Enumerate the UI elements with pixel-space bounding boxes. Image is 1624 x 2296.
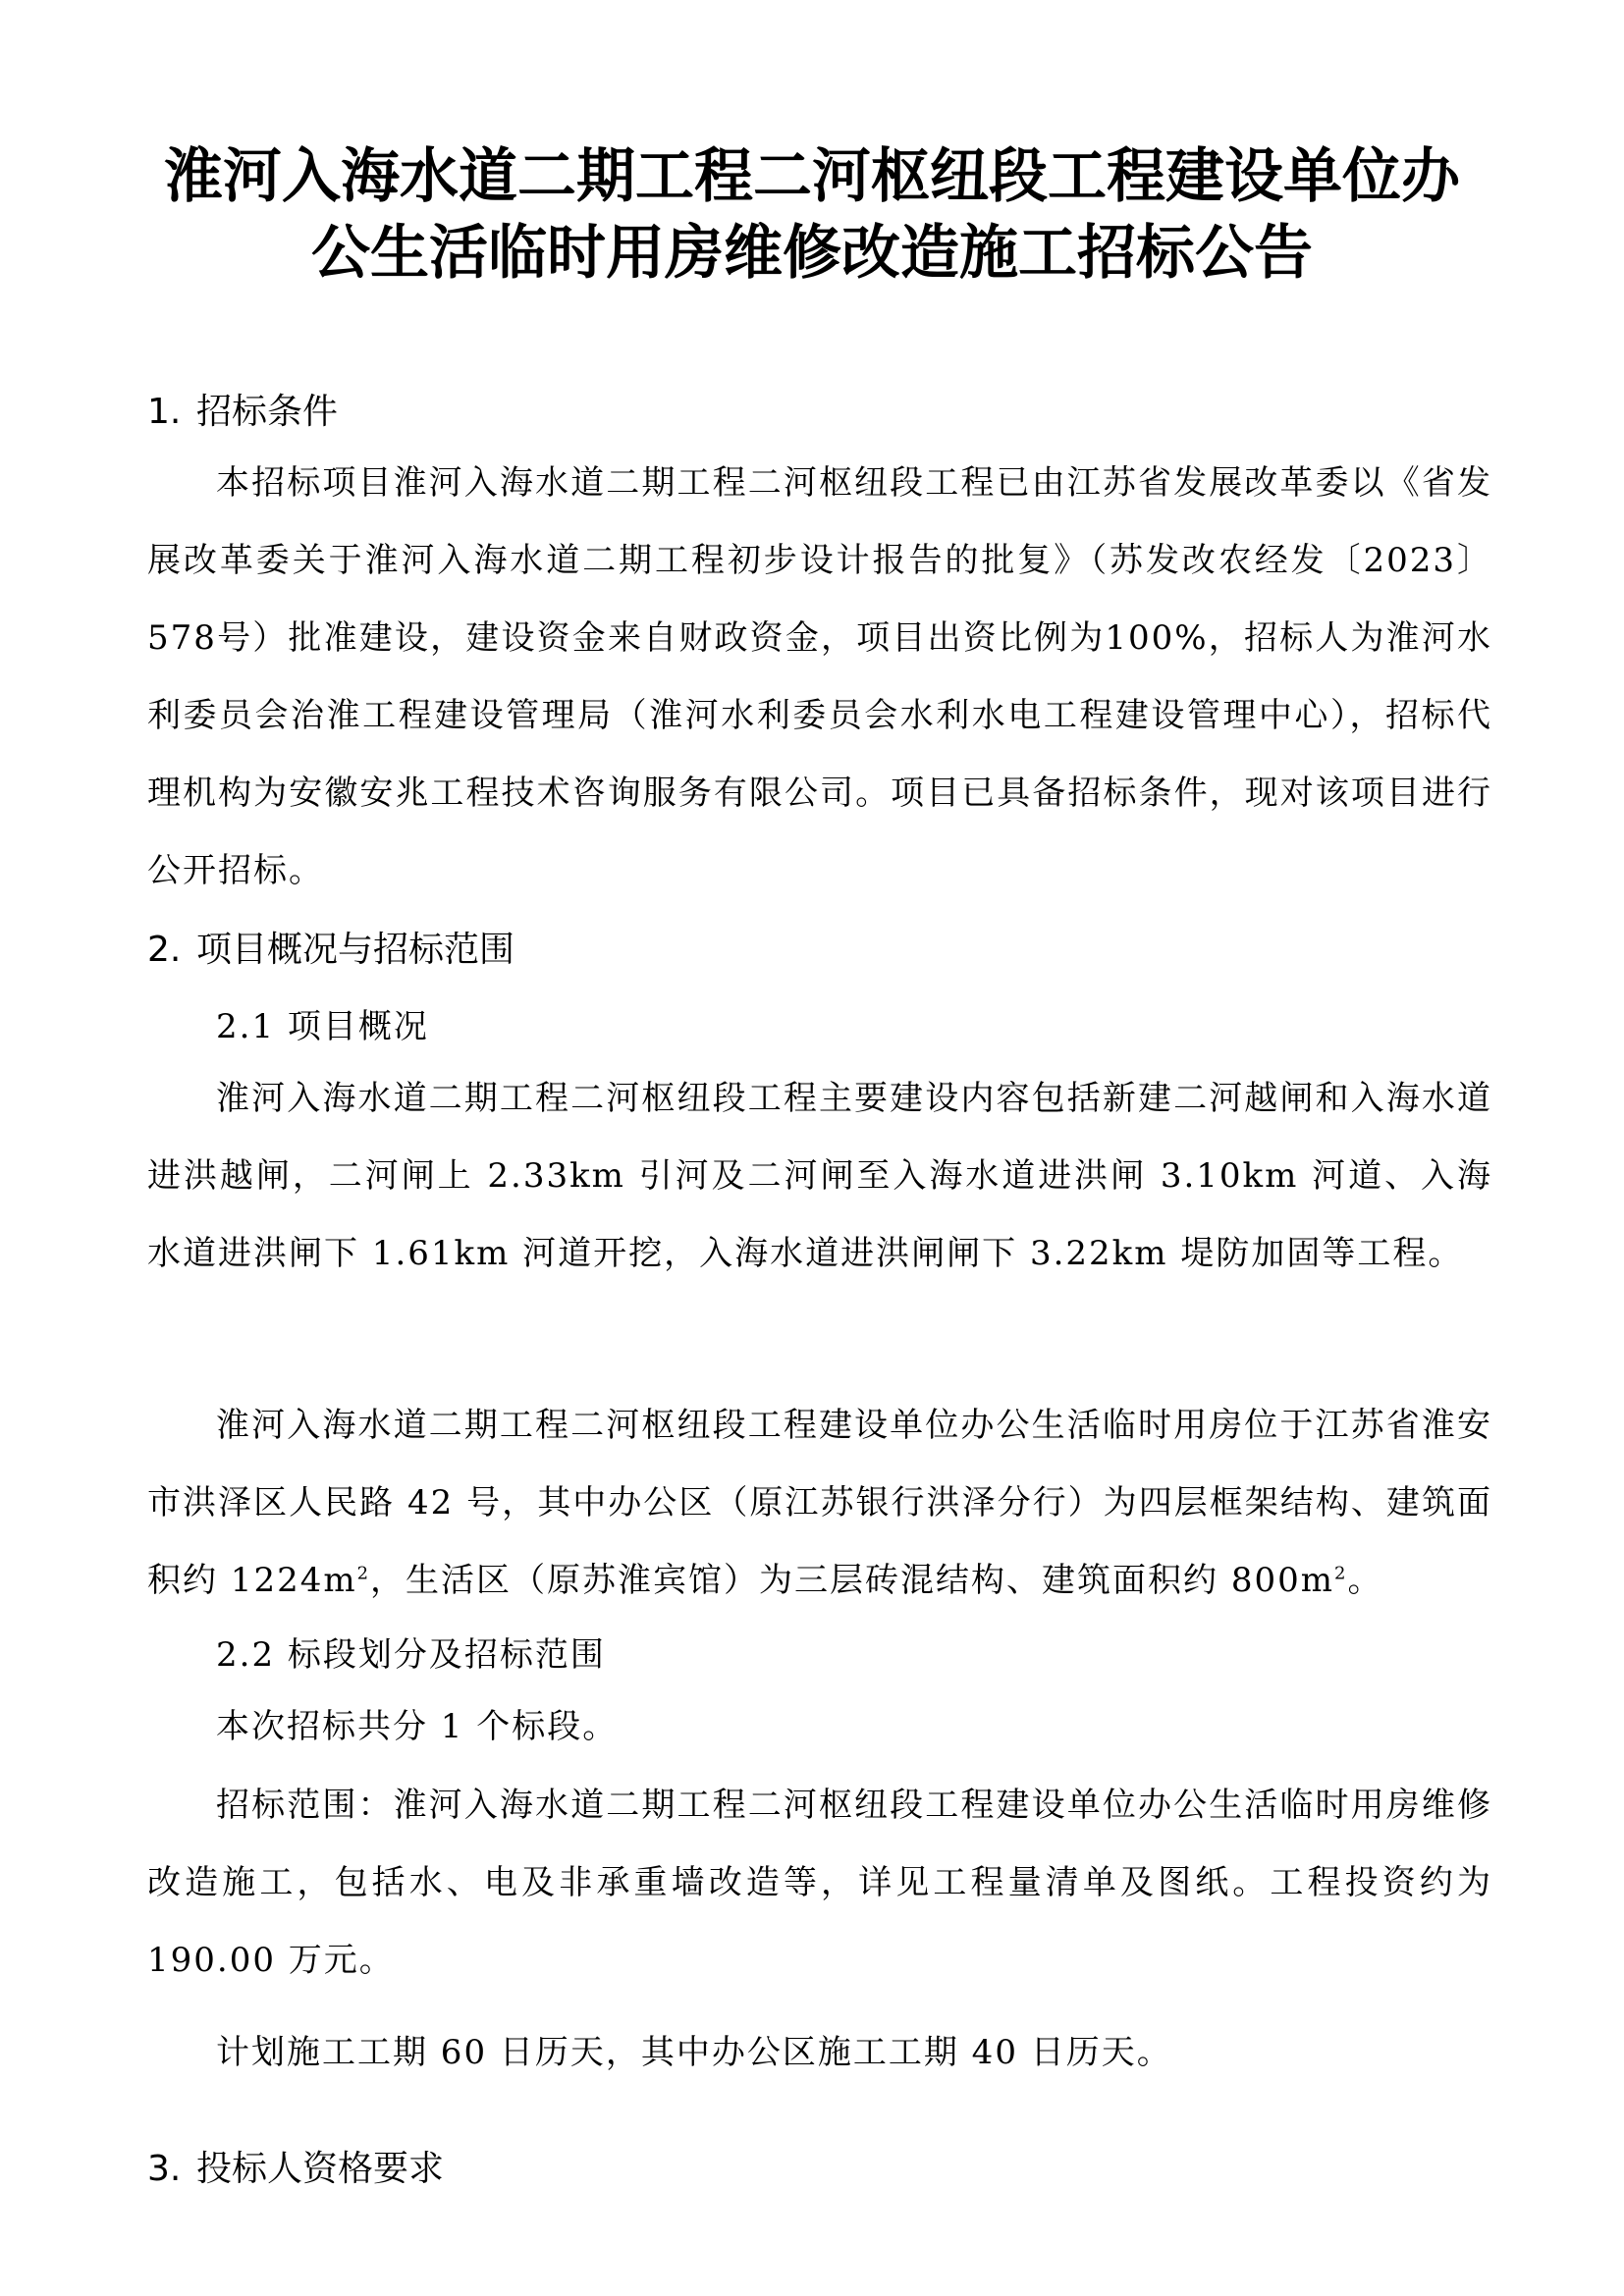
section-1-paragraph: 本招标项目淮河入海水道二期工程二河枢纽段工程已由江苏省发展改革委以《省发展改革委关于淮河入海水道二期工程初步设计报告的批复》（苏发改农经发〔2023〕578号）批准建设，建设资金来自财政资金，项目出资比例为100%，招标人为淮河水利委员会治淮工程建设管理局（淮河水利委员会水利水电工程建设管理中心），招标代理机构为安徽安兆工程技术咨询服务有限公司。项目已具备招标条件，现对该项目进行公开招标。 [147, 463, 1492, 890]
section-3-title: 投标人资格要求 [196, 2149, 445, 2189]
section-1-heading [147, 389, 338, 436]
section-1-number: 1. [147, 392, 182, 432]
paragraph-2-text-c: 。 [1347, 1561, 1383, 1600]
section-2-number: 2. [147, 930, 182, 970]
section-2-heading [147, 927, 514, 974]
paragraph-2-text-a: 淮河入海水道二期工程二河枢纽段工程建设单位办公生活临时用房位于江苏省淮安市洪泽区人民路 42 号，其中办公区（原江苏银行洪泽分行）为四层框架结构、建筑面积约 1224m [147, 1406, 1492, 1600]
document-title-line-1: 淮河入海水道二期工程二河枢纽段工程建设单位办 [164, 142, 1460, 211]
section-2-2-paragraph-2: 招标范围：淮河入海水道二期工程二河枢纽段工程建设单位办公生活临时用房维修改造施工，包括水、电及非承重墙改造等，详见工程量清单及图纸。工程投资约为 190.00 万元。 [147, 1786, 1492, 1980]
section-3-number: 3. [147, 2149, 182, 2189]
superscript-2-a: 2 [356, 1563, 371, 1584]
section-2-title: 项目概况与招标范围 [196, 930, 515, 970]
section-1-title: 招标条件 [196, 392, 339, 432]
paragraph-2-text-b: ，生活区（原苏淮宾馆）为三层砖混结构、建筑面积约 800m [370, 1561, 1334, 1600]
section-2-1-paragraph-1: 淮河入海水道二期工程二河枢纽段工程主要建设内容包括新建二河越闸和入海水道进洪越闸，二河闸上 2.33km 引河及二河闸至入海水道进洪闸 3.10km 河道、入海水道进洪闸下 1.61km 河道开挖，入海水道进洪闸闸下 3.22km 堤防加固等工程。 [147, 1079, 1492, 1273]
section-3-heading [147, 2146, 444, 2193]
section-2-2-paragraph-1: 本次招标共分 1 个标段。 [216, 1707, 619, 1746]
document-title-line-2: 公生活临时用房维修改造施工招标公告 [311, 219, 1313, 288]
subsection-2-1-heading: 2.1 项目概况 [216, 1007, 429, 1046]
section-2-2-paragraph-3: 计划施工工期 60 日历天，其中办公区施工工期 40 日历天。 [216, 2033, 1172, 2072]
subsection-2-2-heading: 2.2 标段划分及招标范围 [216, 1635, 606, 1675]
superscript-2-b: 2 [1333, 1563, 1348, 1584]
section-2-1-paragraph-2 [147, 1387, 1492, 1620]
